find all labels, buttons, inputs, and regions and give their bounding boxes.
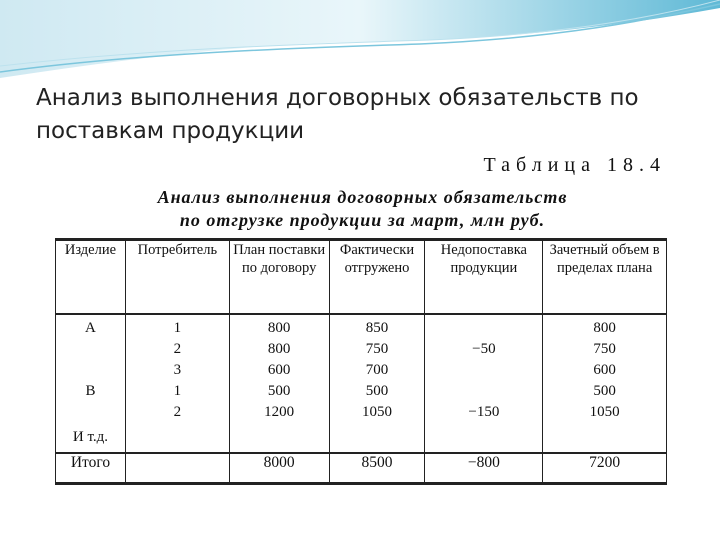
cell-actual: 750 (329, 339, 425, 360)
cell-credited: 800 (543, 318, 667, 339)
cell-shortfall (425, 360, 543, 381)
contract-analysis-table (55, 238, 667, 485)
scanned-table-figure (55, 152, 670, 492)
header-plan: План поставки по договору (229, 240, 329, 315)
cell-plan: 800 (229, 339, 329, 360)
table-row (56, 423, 667, 453)
total-shortfall: −800 (425, 453, 543, 484)
slide-title: Анализ выполнения договорных обязательств по поставкам продукции (36, 85, 639, 144)
table-row (56, 381, 667, 402)
header-product: Изделие (56, 240, 126, 315)
cell-plan: 1200 (229, 402, 329, 423)
cell-consumer (125, 423, 229, 453)
cell-actual: 500 (329, 381, 425, 402)
cell-plan: 600 (229, 360, 329, 381)
cell-consumer: 1 (125, 318, 229, 339)
table-row (56, 402, 667, 423)
cell-plan: 800 (229, 318, 329, 339)
cell-credited (543, 423, 667, 453)
cell-consumer: 1 (125, 381, 229, 402)
cell-actual (329, 423, 425, 453)
table-caption-line1: Анализ выполнения договорных обязательств (157, 187, 568, 207)
cell-actual: 700 (329, 360, 425, 381)
header-actual: Фактически отгружено (329, 240, 425, 315)
cell-credited: 750 (543, 339, 667, 360)
table-row (56, 360, 667, 381)
total-actual: 8500 (329, 453, 425, 484)
cell-credited: 600 (543, 360, 667, 381)
header-wave-decoration (0, 0, 720, 80)
total-plan: 8000 (229, 453, 329, 484)
table-number: Таблица 18.4 (483, 154, 666, 176)
header-shortfall: Недопоставка продукции (425, 240, 543, 315)
total-credited: 7200 (543, 453, 667, 484)
cell-credited: 500 (543, 381, 667, 402)
table-row (56, 339, 667, 360)
cell-shortfall (425, 381, 543, 402)
header-consumer: Потребитель (125, 240, 229, 315)
cell-product (56, 402, 126, 423)
cell-credited: 1050 (543, 402, 667, 423)
table-header-row (56, 240, 667, 315)
total-label: Итого (56, 453, 126, 484)
cell-consumer: 3 (125, 360, 229, 381)
cell-shortfall: −50 (425, 339, 543, 360)
header-credited: Зачетный объем в пределах плана (543, 240, 667, 315)
cell-product (56, 360, 126, 381)
cell-shortfall: −150 (425, 402, 543, 423)
cell-shortfall (425, 423, 543, 453)
cell-consumer: 2 (125, 402, 229, 423)
total-consumer (125, 453, 229, 484)
cell-product (56, 339, 126, 360)
cell-consumer: 2 (125, 339, 229, 360)
cell-shortfall (425, 318, 543, 339)
cell-actual: 1050 (329, 402, 425, 423)
cell-plan (229, 423, 329, 453)
cell-product: И т.д. (56, 423, 126, 453)
table-caption-line2: по отгрузке продукции за март, млн руб. (179, 210, 546, 230)
cell-plan: 500 (229, 381, 329, 402)
cell-product: В (56, 381, 126, 402)
cell-actual: 850 (329, 318, 425, 339)
cell-product: А (56, 318, 126, 339)
table-row (56, 318, 667, 339)
table-total-row (56, 453, 667, 484)
